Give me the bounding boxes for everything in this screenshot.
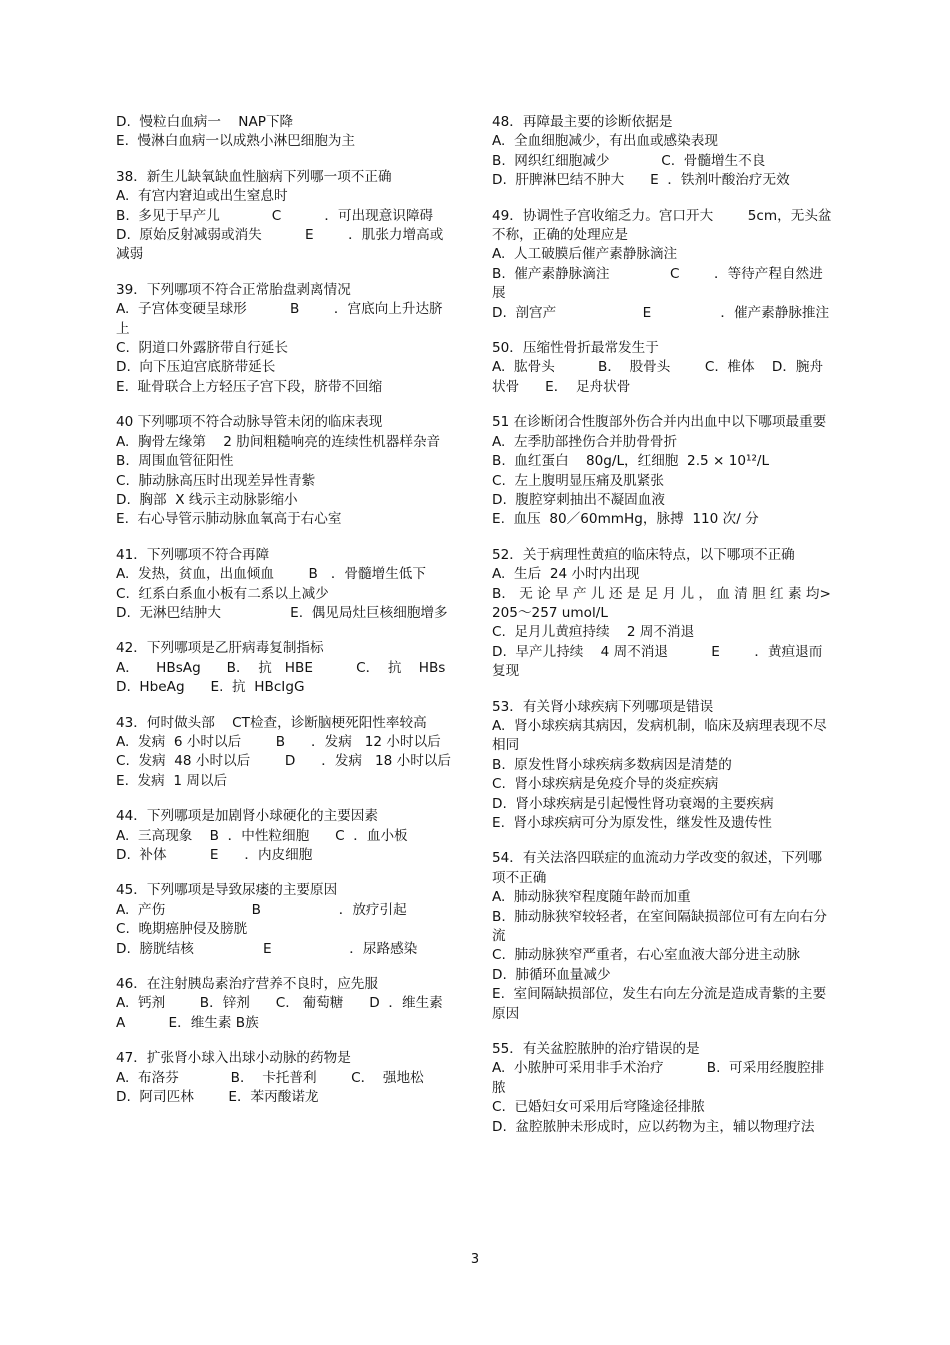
- question-stem: 45．下列哪项是导致尿瘘的主要原因: [116, 882, 338, 899]
- question-line: B. 网织红细胞减少 C. 骨髓增生不良: [492, 152, 766, 169]
- question-line: D. 补体 E ．内皮细胞: [116, 847, 313, 863]
- question-line: D. 肝脾淋巴结不肿大 E ．铁剂叶酸治疗无效: [492, 172, 790, 189]
- question-block: [116, 281, 451, 397]
- question-line: C. 肺动脉高压时出现差异性青紫: [116, 472, 316, 489]
- question-line: D. 慢粒白血病一 NAP下降: [116, 114, 294, 130]
- question-line: A. 小脓肿可采用非手术治疗 B. 可采用经腹腔排脓: [492, 1060, 825, 1096]
- question-stem: 54．有关法洛四联症的血流动力学改变的叙述，下列哪项不正确: [492, 850, 822, 886]
- right-column: [492, 113, 834, 1153]
- question-stem: 42．下列哪项是乙肝病毒复制指标: [116, 640, 324, 657]
- question-block: [116, 881, 451, 959]
- question-stem: 41．下列哪项不符合再障: [116, 546, 270, 563]
- question-block: [116, 413, 451, 529]
- question-line: C. 左上腹明显压痛及肌紧张: [492, 472, 664, 489]
- question-line: D. 早产儿持续 4 周不消退 E ．黄疸退而复现: [492, 643, 823, 680]
- question-stem: 51 在诊断闭合性腹部外伤合并内出血中以下哪项最重要: [492, 414, 827, 431]
- question-line: C. 晚期癌肿侵及膀胱: [116, 921, 248, 938]
- question-line: A. 有宫内窘迫或出生窒息时: [116, 188, 288, 205]
- question-line: B. 肺动脉狭窄较轻者，在室间隔缺损部位可有左向右分流: [492, 908, 827, 945]
- question-line: C. 肺动脉狭窄严重者，右心室血液大部分进主动脉: [492, 947, 800, 964]
- question-line: A. 胸骨左缘第 2 肋间粗糙响亮的连续性机器样杂音: [116, 433, 441, 450]
- question-block: [492, 207, 834, 323]
- question-line: E. 室间隔缺损部位，发生右向左分流是造成青紫的主要原因: [492, 986, 827, 1022]
- question-line: D. 肾小球疾病是引起慢性肾功衰竭的主要疾病: [492, 795, 774, 812]
- question-stem: 39．下列哪项不符合正常胎盘剥离情况: [116, 281, 351, 298]
- question-line: A. 全血细胞减少，有出血或感染表现: [492, 133, 718, 150]
- question-line: D. HbeAg E. 抗 HBcIgG: [116, 679, 305, 696]
- question-block: [116, 807, 451, 865]
- question-line: B. 催产素静脉滴注 C ．等待产程自然进展: [492, 265, 823, 302]
- question-stem: 47．扩张肾小球入出球小动脉的药物是: [116, 1050, 351, 1067]
- question-stem: 49．协调性子宫收缩乏力。宫口开大 5cm，无头盆不称，正确的处理应是: [492, 207, 832, 244]
- question-line: D. 盆腔脓肿未形成时，应以药物为主，辅以物理疗法: [492, 1118, 815, 1135]
- question-line: D. 肺循环血量减少: [492, 966, 611, 983]
- question-line: A. 发病 6 小时以后 B ．发病 12 小时以后: [116, 733, 441, 750]
- question-line: A. 肱骨头 B． 股骨头 C. 椎体 D．腕舟状骨 E． 足舟状骨: [492, 359, 824, 395]
- question-line: A. 发热，贫血，出血倾血 B ．骨髓增生低下: [116, 566, 426, 583]
- question-line: C. 已婚妇女可采用后穹隆途径排脓: [492, 1099, 705, 1116]
- question-stem: 44．下列哪项是加剧肾小球硬化的主要因素: [116, 808, 378, 825]
- question-block: [492, 113, 834, 191]
- question-line: C. 肾小球疾病是免疫介导的炎症疾病: [492, 776, 719, 793]
- question-line: A. 左季肋部挫伤合并肋骨骨折: [492, 433, 678, 450]
- question-line: D. 剖宫产 E ．催产素静脉推注: [492, 304, 830, 321]
- question-line: A. 人工破膜后催产素静脉滴注: [492, 246, 678, 263]
- question-line: D. 向下压迫宫底脐带延长: [116, 359, 276, 376]
- page-number: 3: [470, 1252, 480, 1267]
- question-line: D. 腹腔穿刺抽出不凝固血液: [492, 491, 665, 508]
- question-line: A. 子宫体变硬呈球形 B ．宫底向上升达脐上: [116, 301, 443, 337]
- question-line: E. 右心导管示肺动脉血氧高于右心室: [116, 511, 342, 528]
- question-block: [116, 639, 451, 697]
- question-line: A. 三高现象 B ．中性粒细胞 C ．血小板: [116, 827, 408, 844]
- question-line: A. 生后 24 小时内出现: [492, 566, 640, 583]
- question-line: A. 布洛芬 B． 卡托普利 C． 强地松: [116, 1069, 424, 1086]
- question-block: [492, 413, 834, 529]
- question-line: D. 膀胱结核 E ．尿路感染: [116, 940, 418, 957]
- question-line: B. 多见于早产儿 C ．可出现意识障碍: [116, 207, 434, 224]
- question-block: [492, 339, 834, 397]
- question-line: C. 红系白系血小板有二系以上减少: [116, 585, 329, 602]
- question-block: [116, 546, 451, 624]
- question-line: C. 发病 48 小时以后 D ．发病 18 小时以后: [116, 753, 451, 770]
- question-line: D. 无淋巴结肿大 E. 偶见局灶巨核细胞增多: [116, 604, 448, 621]
- question-block: [492, 698, 834, 834]
- question-line: D. 阿司匹林 E．苯丙酸诺龙: [116, 1089, 319, 1106]
- question-block: [116, 714, 451, 792]
- question-line: A． HBsAg B． 抗 HBE C． 抗 HBs: [116, 659, 446, 676]
- question-block: [116, 1049, 451, 1107]
- question-line: A. 肾小球疾病其病因，发病机制，临床及病理表现不尽相同: [492, 717, 827, 754]
- question-line: A. 肺动脉狭窄程度随年龄而加重: [492, 889, 691, 906]
- question-stem: 52．关于病理性黄疸的临床特点，以下哪项不正确: [492, 546, 795, 563]
- question-stem: 43．何时做头部 CT检查，诊断脑梗死阳性率较高: [116, 714, 427, 731]
- question-line: B. 周围血管征阳性: [116, 453, 234, 470]
- question-line: D. 原始反射减弱或消失 E ．肌张力增高或减弱: [116, 227, 444, 263]
- question-block: [116, 113, 451, 152]
- question-block: [116, 975, 451, 1033]
- question-line: A. 产伤 B ．放疗引起: [116, 901, 407, 918]
- question-line: E. 耻骨联合上方轻压子宫下段，脐带不回缩: [116, 378, 383, 395]
- question-line: A. 钙剂 B．锌剂 C. 葡萄糖 D ．维生素 A E．维生素 B族: [116, 995, 448, 1031]
- question-block: [492, 1040, 834, 1137]
- question-line: C. 足月儿黄疸持续 2 周不消退: [492, 624, 695, 641]
- question-stem: 55．有关盆腔脓肿的治疗错误的是: [492, 1041, 700, 1058]
- question-stem: 50．压缩性骨折最常发生于: [492, 340, 659, 357]
- question-line: C. 阴道口外露脐带自行延长: [116, 340, 288, 357]
- question-stem: 38．新生儿缺氧缺血性脑病下列哪一项不正确: [116, 168, 392, 185]
- question-block: [492, 546, 834, 682]
- question-block: [492, 849, 834, 1024]
- question-line: D. 胸部 X 线示主动脉影缩小: [116, 491, 298, 508]
- question-stem: 53．有关肾小球疾病下列哪项是错误: [492, 698, 714, 715]
- question-line: B. 原发性肾小球疾病多数病因是清楚的: [492, 756, 732, 773]
- question-line: E. 发病 1 周以后: [116, 772, 228, 789]
- question-line: E. 血压 80／60mmHg，脉搏 110 次/ 分: [492, 511, 759, 528]
- question-line: B． 无 论 早 产 儿 还 是 足 月 儿 ， 血 清 胆 红 素 均>205～257 umol/L: [492, 585, 831, 621]
- question-line: E. 肾小球疾病可分为原发性，继发性及遗传性: [492, 815, 772, 831]
- left-column: [116, 113, 451, 1123]
- question-stem: 46．在注射胰岛素治疗营养不良时，应先服: [116, 976, 378, 993]
- question-block: [116, 168, 451, 265]
- question-stem: 40 下列哪项不符合动脉导管未闭的临床表现: [116, 414, 383, 431]
- question-line: B. 血红蛋白 80g/L，红细胞 2.5 × 10¹²/L: [492, 453, 770, 470]
- question-stem: 48．再障最主要的诊断依据是: [492, 114, 673, 130]
- question-line: E. 慢淋白血病一以成熟小淋巴细胞为主: [116, 133, 356, 150]
